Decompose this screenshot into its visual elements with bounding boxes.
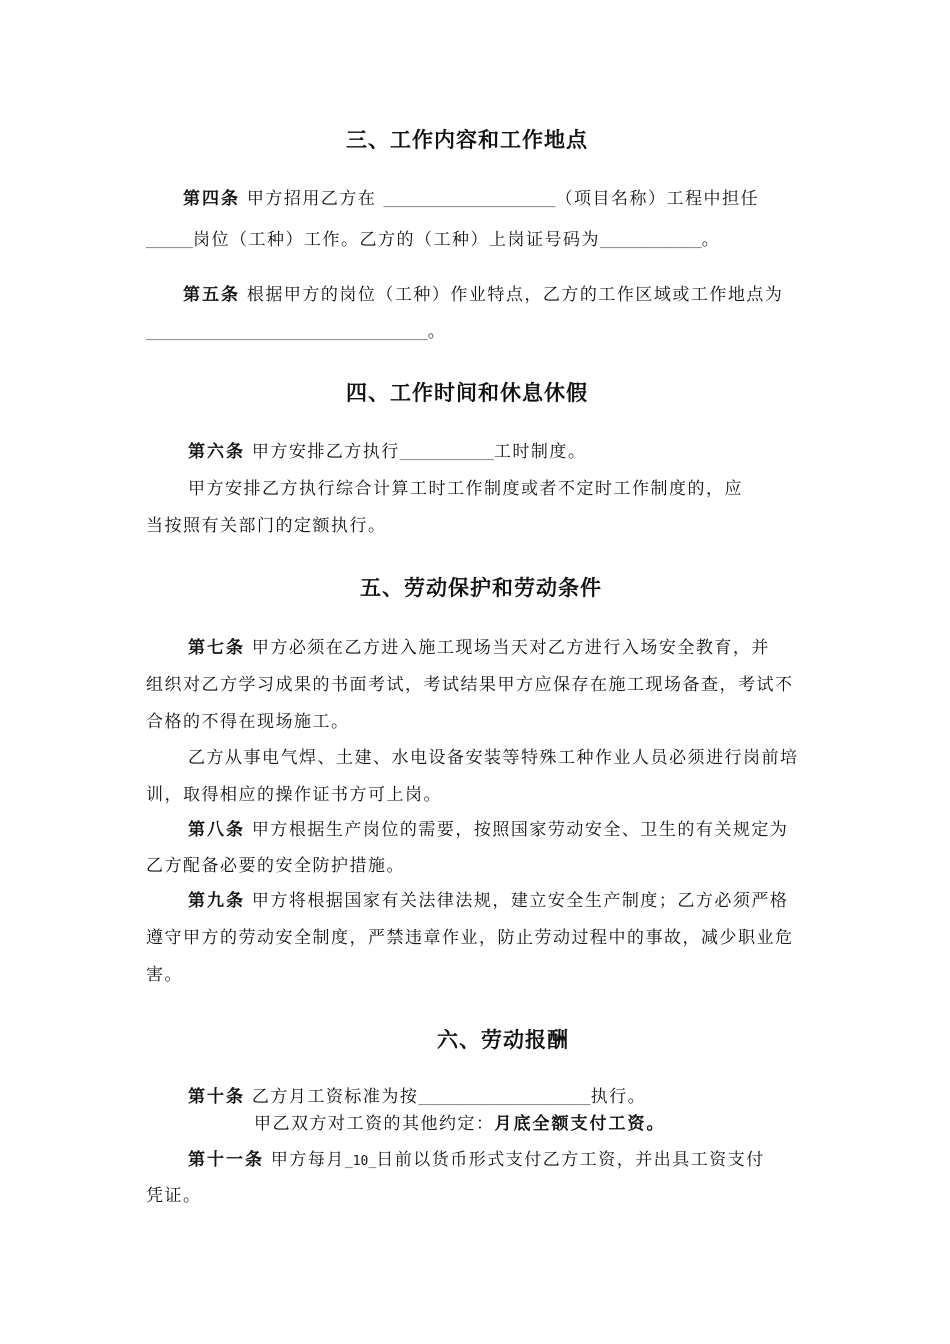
fill-blank: ____________ <box>399 446 494 461</box>
article-text: 。 <box>427 322 447 342</box>
fill-blank: ______________________ <box>383 193 556 208</box>
article-7-para-2-line-1: 乙方从事电气焊、土建、水电设备安装等特殊工种作业人员必须进行岗前培 <box>188 748 799 768</box>
article-label: 第九条 <box>188 891 245 911</box>
article-text: （项目名称）工程中担任 <box>555 189 759 209</box>
article-label: 第十条 <box>188 1087 245 1107</box>
article-9-line-2: 遵守甲方的劳动安全制度，严禁违章作业，防止劳动过程中的事故，减少职业危 <box>146 928 794 948</box>
article-10-line-2 <box>254 1112 666 1136</box>
article-4-line-1 <box>183 187 759 213</box>
section-heading-5: 五、劳动保护和劳动条件 <box>360 576 602 600</box>
fill-blank: ______ <box>146 234 193 249</box>
section-heading-6: 六、劳动报酬 <box>437 1028 569 1052</box>
article-text: 乙方月工资标准为按 <box>251 1087 419 1107</box>
fill-blank: _____________ <box>599 234 702 249</box>
article-label: 第六条 <box>188 442 245 462</box>
fill-blank: ____________________________________ <box>146 326 428 341</box>
article-text: 日前以货币形式支付乙方工资，并出具工资支付 <box>376 1150 765 1170</box>
article-text: 甲乙双方对工资的其他约定： <box>254 1114 495 1134</box>
section-heading-3: 三、工作内容和工作地点 <box>346 128 588 152</box>
article-9-line-1 <box>188 889 788 913</box>
article-text: 。 <box>701 230 721 250</box>
article-text: 工时制度。 <box>493 442 587 462</box>
article-7-line-3: 合格的不得在现场施工。 <box>146 712 350 732</box>
article-7-line-1 <box>188 636 770 660</box>
article-text: 甲方根据生产岗位的需要，按照国家劳动安全、卫生的有关规定为 <box>251 820 789 840</box>
article-8-line-2: 乙方配备必要的安全防护措施。 <box>146 856 405 876</box>
article-9-line-3: 害。 <box>146 965 183 985</box>
article-text: 岗位（工种）工作。乙方的（工种）上岗证号码为 <box>192 230 600 250</box>
article-text: 甲方安排乙方执行 <box>251 442 400 462</box>
article-11-line-1 <box>188 1148 765 1174</box>
article-10-line-1 <box>188 1085 646 1111</box>
article-6-line-1 <box>188 440 586 466</box>
article-text: 执行。 <box>590 1087 647 1107</box>
article-label: 第四条 <box>183 189 240 209</box>
article-6-para-2-line-1: 甲方安排乙方执行综合计算工时工作制度或者不定时工作制度的，应 <box>188 479 743 499</box>
article-text: 甲方必须在乙方进入施工现场当天对乙方进行入场安全教育，并 <box>251 638 770 658</box>
fill-blank: ______________________ <box>418 1091 591 1106</box>
article-8-line-1 <box>188 818 788 842</box>
wage-agreement-text: 月底全额支付工资。 <box>494 1114 666 1134</box>
article-label: 第七条 <box>188 638 245 658</box>
article-4-line-2 <box>146 228 720 254</box>
article-6-para-2-line-2: 当按照有关部门的定额执行。 <box>146 516 387 536</box>
article-label: 第十一条 <box>188 1150 264 1170</box>
article-label: 第八条 <box>188 820 245 840</box>
article-label: 第五条 <box>183 285 240 305</box>
article-5-line-1 <box>183 283 783 307</box>
article-11-line-2: 凭证。 <box>146 1186 202 1206</box>
article-5-line-2 <box>146 320 446 346</box>
pay-day-value: _10_ <box>344 1154 377 1169</box>
article-7-para-2-line-2: 训，取得相应的操作证书方可上岗。 <box>146 785 442 805</box>
article-text: 根据甲方的岗位（工种）作业特点，乙方的工作区域或工作地点为 <box>246 285 784 305</box>
article-text: 甲方将根据国家有关法律法规，建立安全生产制度；乙方必须严格 <box>251 891 789 911</box>
section-heading-4: 四、工作时间和休息休假 <box>346 381 588 405</box>
article-text: 甲方招用乙方在 <box>246 189 377 209</box>
article-text: 甲方每月 <box>270 1150 345 1170</box>
article-7-line-2: 组织对乙方学习成果的书面考试，考试结果甲方应保存在施工现场备查，考试不 <box>146 675 794 695</box>
